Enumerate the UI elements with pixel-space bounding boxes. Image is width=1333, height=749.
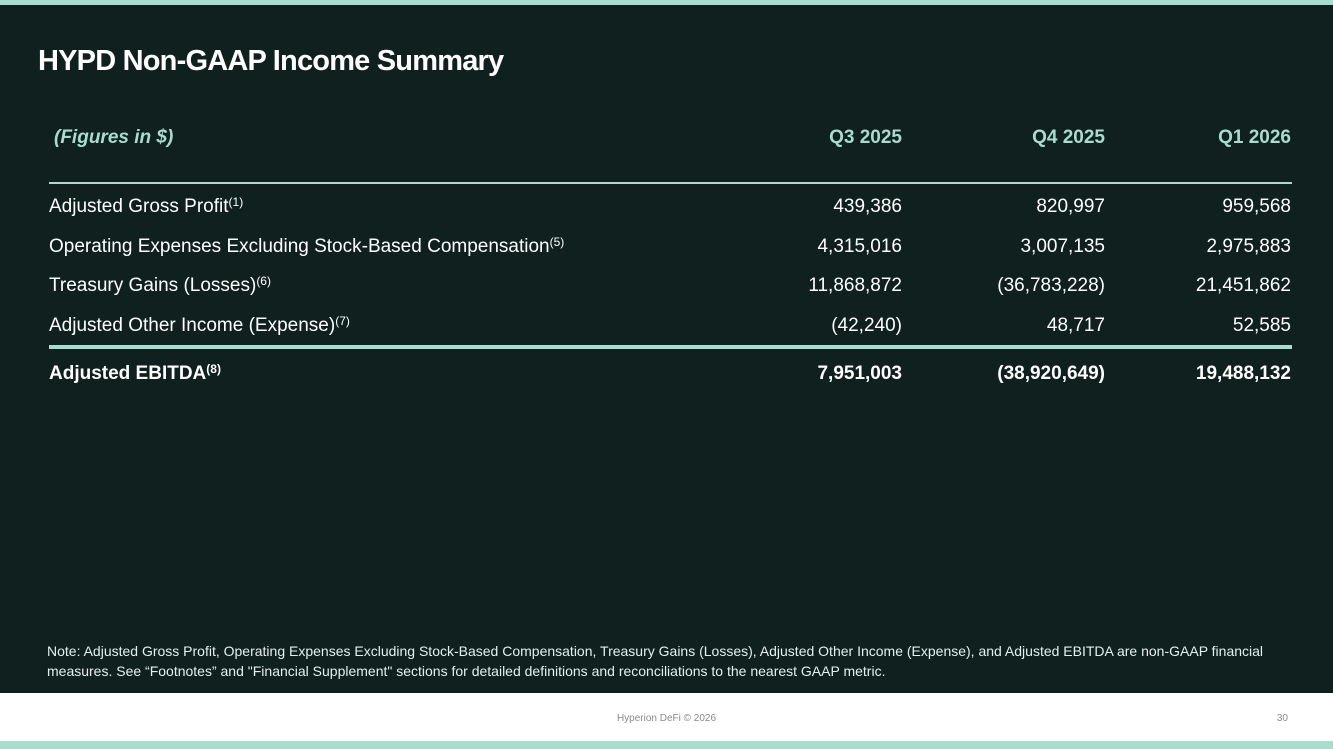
cell-q4-2025: 48,717 [1046, 314, 1105, 336]
figures-unit-label: (Figures in $) [54, 127, 174, 148]
table-row [49, 227, 1292, 267]
footnote-marker: (7) [335, 313, 350, 328]
footer-copyright: Hyperion DeFi © 2026 [616, 713, 717, 724]
cell-q1-2026: 21,451,862 [1195, 275, 1291, 296]
total-cell-q4-2025: (38,920,649) [997, 363, 1105, 384]
footnote-marker: (8) [206, 362, 221, 376]
cell-q3-2025: (42,240) [831, 314, 902, 336]
footnote-marker: (1) [228, 195, 244, 209]
table-body [49, 187, 1292, 345]
table-row [49, 266, 1292, 306]
cell-q3-2025: 4,315,016 [817, 235, 902, 257]
cell-q4-2025: 3,007,135 [1020, 235, 1105, 257]
row-label-operating-expenses: Operating Expenses Excluding Stock-Based Compensation$^{(5)}$ [49, 234, 565, 257]
total-cell-q3-2025: 7,951,003 [817, 363, 902, 384]
cell-q1-2026: 959,568 [1222, 196, 1291, 217]
footnote-marker: (5) [549, 234, 565, 249]
row-label-adjusted-ebitda: Adjusted EBITDA$^{(8)}$ [49, 362, 221, 384]
cell-q1-2026: 52,585 [1232, 314, 1291, 336]
footnote-marker: (6) [256, 274, 271, 288]
row-label-treasury-gains: Treasury Gains (Losses)$^{(6)}$ [49, 274, 271, 296]
slide-body [0, 5, 1333, 693]
footnote-note: Note: Adjusted Gross Profit, Operating Expenses Excluding Stock-Based Compensation, Treasury Gains (Losses), Adjusted Other Income (Expense), and Adjusted EBITDA are non-GAAP financial measures. See “Footnotes” and "Financial Supplement" sections for detailed definitions and reconciliations to the nearest GAAP metric. [47, 643, 1264, 679]
column-header-q3-2025: Q3 2025 [829, 127, 902, 148]
header-divider [49, 182, 1292, 184]
row-label-adjusted-gross-profit: Adjusted Gross Profit$^{(1)}$ [49, 195, 244, 217]
total-divider [49, 345, 1292, 349]
cell-q4-2025: (36,783,228) [997, 275, 1105, 296]
slide-title: HYPD Non-GAAP Income Summary [38, 45, 504, 77]
total-cell-q1-2026: 19,488,132 [1195, 363, 1291, 384]
slide-footer [0, 693, 1333, 741]
bottom-accent-bar [0, 741, 1333, 749]
table-header-row [49, 121, 1292, 165]
table-row [49, 187, 1292, 227]
income-summary-table [49, 121, 1292, 384]
row-label-adjusted-other-income: Adjusted Other Income (Expense)$^{(7)}$ [49, 313, 350, 336]
cell-q3-2025: 11,868,872 [808, 275, 902, 296]
cell-q3-2025: 439,386 [833, 196, 902, 217]
page-number: 30 [1276, 713, 1288, 724]
cell-q4-2025: 820,997 [1036, 196, 1105, 217]
cell-q1-2026: 2,975,883 [1206, 235, 1291, 257]
total-row-adjusted-ebitda [49, 353, 1292, 393]
column-header-q4-2025: Q4 2025 [1032, 127, 1105, 148]
column-header-q1-2026: Q1 2026 [1218, 127, 1291, 148]
table-row [49, 306, 1292, 346]
